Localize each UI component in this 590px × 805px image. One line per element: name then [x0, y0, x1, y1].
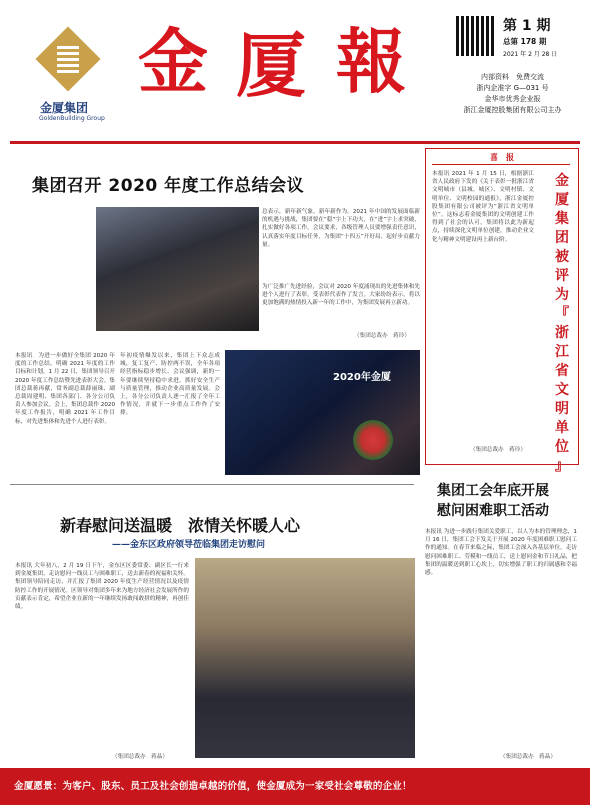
masthead-char: 金: [138, 20, 208, 103]
article1-photo-award: [225, 350, 420, 475]
issue-date: 2021 年 2 月 28 日: [503, 51, 558, 58]
issue-total: 总第 178 期: [503, 37, 547, 46]
article1-col3: 总表示，新年新气象，新年新作为。2021 年中国的发展面临新的机遇与挑战，集团要在“稳”字上下功夫，在“进”字上求突破，扎实做好各项工作。会议要求，各级管理人员要增强责任意识，认真落实年度目标任务，为集团“十四五”开好局、起好步贡献力量。: [262, 209, 420, 248]
publication-meta: [440, 72, 585, 116]
notice-body: 本报讯 2021 年 1 月 15 日，根据浙江省人民政府下发的《关于表彰一批浙江省文明城市（县城、城区）、文明村镇、文明单位、文明校园的通报》，浙江金厦控股集团有限公司被评为“浙江省文明单位”。这标志着金厦集团的文明创建工作得到了社会的认可。集团将以此为新起点，持续深化文明单位创建，推动企业文化与精神文明建设再上新台阶。: [432, 171, 534, 243]
article3-headline-line2: 慰问困难职工活动: [437, 503, 549, 519]
footer-band: [0, 768, 590, 805]
article3-credit: （集团总裁办 蒋晶）: [500, 754, 556, 760]
meta-line: 金华市优秀企业报: [484, 95, 541, 103]
article2-photo-visit: [195, 558, 415, 758]
flower-decoration: [353, 420, 393, 460]
issue-number: 第 1 期: [503, 18, 551, 34]
notice-rule: [432, 164, 570, 165]
qr-code-icon: [456, 16, 496, 56]
footer-slogan: 金厦愿景：为客户、股东、员工及社会创造卓越的价值，使金厦成为一家受社会尊敬的企业！: [14, 781, 412, 792]
article1-col1: 本报讯 为进一步做好全集团 2020 年度的工作总结，明确 2021 年度的工作目标和计划，1 月 22 日，集团领导召开 2020 年度工作总结暨先进表彰大会。集团总裁蒋再献、常务副总裁薛丽珠、副总裁周建明、集团各部门、各分公司负责人参加会议。会上，集团总裁作 2020 年度工作报告，明确 2021 年工作目标，对先进集体和先进个人进行表彰。: [15, 353, 115, 425]
article1-headline: 集团召开 2020 年度工作总结会议: [32, 176, 305, 196]
group-logo: [18, 12, 118, 132]
masthead-char: 厦: [236, 24, 306, 107]
photo-banner-text: 2020年金厦: [333, 372, 391, 383]
top-rule: [10, 141, 580, 144]
article2-subhead: ——金东区政府领导莅临集团走访慰问: [112, 540, 266, 550]
section-divider: [10, 484, 414, 485]
meta-line: 内部资料 免费交流: [481, 73, 544, 81]
notice-head: 喜 报: [490, 153, 514, 162]
article1-col4: 为广泛推广先进经验，会议对 2020 年度涌现出的先进集体和先进个人进行了表彰，受表彰代表作了发言。大家纷纷表示，将以更加饱满的热情投入新一年的工作中，为集团发展再立新功。: [262, 284, 420, 307]
article1-col2: 年初疫情爆发以来，集团上下众志成城，复工复产、防控两不误，全年各项经营指标稳步增长。会议强调，新的一年要继续坚持稳中求进，抓好安全生产与质量管理，推动企业高质量发展。会上，各分公司负责人逐一汇报了全年工作情况，并就下一步重点工作作了安排。: [120, 353, 220, 417]
group-name-en: GoldenBuilding Group: [39, 115, 105, 122]
article1-photo-conference: [96, 207, 259, 331]
masthead-char: 報: [336, 20, 406, 103]
article3-body: 本报讯 为进一步践行集团关爱职工，以人为本的管理理念，1 月 16 日，集团工会下发关于开展 2020 年度困难职工慰问工作的通知。在春节来临之际，集团工会深入各基层单位，走访慰问困难职工、劳模和一线员工，送上慰问金和节日礼品，把集团的温暖送到职工心坎上，切实增强了职工的归属感和幸福感。: [425, 529, 577, 577]
masthead: [138, 22, 458, 112]
article3-headline-line1: 集团工会年底开展: [437, 483, 549, 499]
article1-credit: （集团总裁办 蒋玲）: [354, 333, 410, 339]
article2-headline: 新春慰问送温暖 浓情关怀暖人心: [60, 516, 301, 535]
meta-line: 浙内企准字 G—031 号: [476, 84, 549, 92]
group-name: 金厦集团: [40, 101, 89, 115]
article2-credit: （集团总裁办 蒋晶）: [112, 754, 168, 760]
article2-body: 本报讯 大年初八，2 月 19 日下午，金东区区委常委、副区长一行来到金厦集团，走访慰问一线员工与困难职工，送去新春的祝福和关怀。集团领导陪同走访，并汇报了集团 2020 年度生产经营情况以及疫情防控工作的开展情况。区领导对集团多年来为地方经济社会发展所作的贡献表示肯定，希望企业在新的一年继续发扬敢闯敢拼的精神，再创佳绩。: [15, 563, 189, 611]
notice-credit: （集团总裁办 蒋玲）: [470, 447, 526, 453]
notice-vertical-title: 金厦集团被评为『浙江省文明单位』: [555, 173, 569, 474]
logo-emblem-icon: [35, 26, 101, 92]
meta-line: 浙江金厦控股集团有限公司主办: [463, 106, 562, 114]
